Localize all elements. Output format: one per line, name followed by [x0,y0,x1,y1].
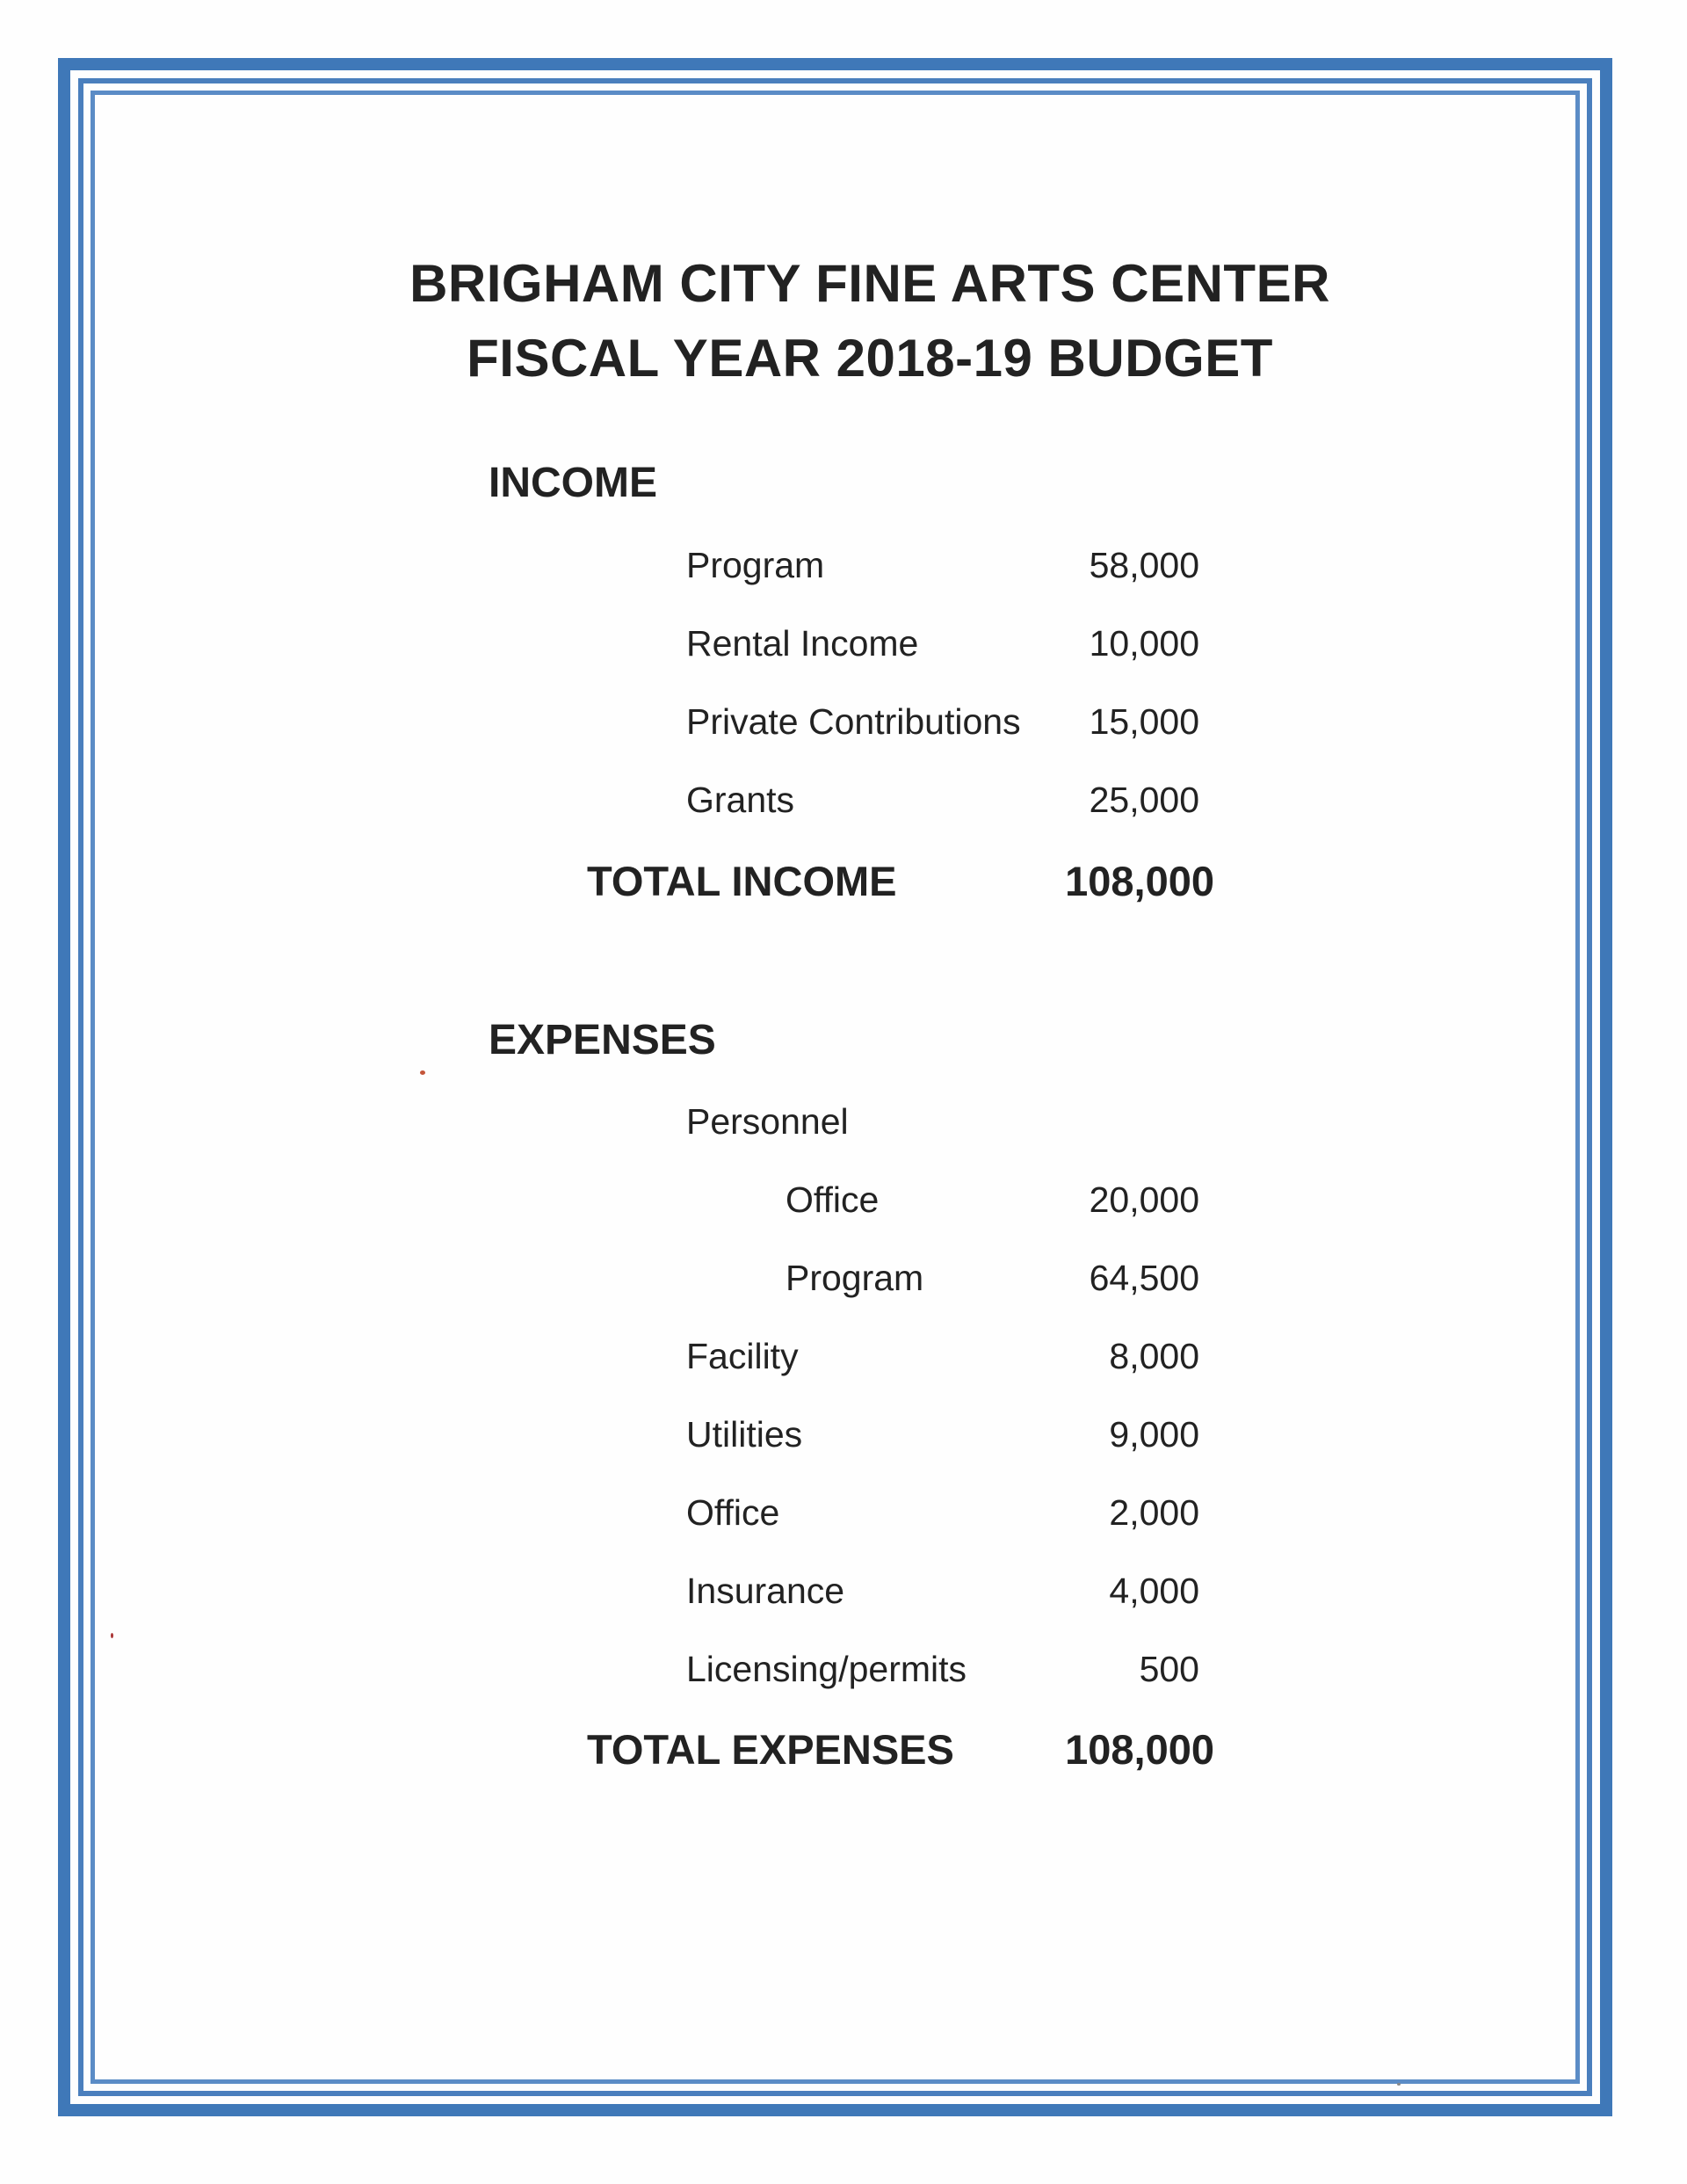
expense-item-value: 2,000 [1109,1492,1199,1533]
expenses-total-row [0,1725,1687,1778]
expense-group-row [0,1101,1687,1154]
income-item-label: Grants [686,780,795,820]
income-item-value: 10,000 [1089,623,1199,664]
income-item-value: 25,000 [1089,780,1199,820]
expenses-total-label: TOTAL EXPENSES [587,1726,954,1773]
expense-item-value: 9,000 [1109,1414,1199,1455]
personnel-row [0,1258,1687,1310]
personnel-item-label: Program [786,1258,924,1298]
income-item-label: Private Contributions [686,701,1021,742]
income-heading: INCOME [489,460,657,506]
scan-speck [1397,2083,1401,2086]
income-total-value: 108,000 [1065,858,1214,904]
personnel-row [0,1179,1687,1232]
expense-row [0,1649,1687,1701]
expense-item-label: Insurance [686,1571,845,1611]
document-title-line2: FISCAL YEAR 2018-19 BUDGET [467,329,1273,388]
expense-item-label: Utilities [686,1414,803,1455]
income-item-value: 15,000 [1089,701,1199,742]
scan-speck [420,1070,425,1075]
income-item-value: 58,000 [1089,545,1199,585]
expense-item-label: Licensing/permits [686,1649,967,1689]
income-total-row [0,857,1687,910]
expense-row [0,1571,1687,1623]
expense-item-value: 4,000 [1109,1571,1199,1611]
personnel-item-value: 64,500 [1089,1258,1199,1298]
scan-speck [111,1633,113,1638]
document-title-line1: BRIGHAM CITY FINE ARTS CENTER [409,254,1330,313]
income-row [0,545,1687,598]
expense-item-value: 500 [1139,1649,1199,1689]
expenses-heading: EXPENSES [489,1017,716,1063]
income-total-label: TOTAL INCOME [587,858,897,904]
income-item-label: Program [686,545,825,585]
personnel-item-label: Office [786,1179,880,1220]
income-row [0,623,1687,676]
expense-row [0,1414,1687,1467]
income-row [0,701,1687,754]
personnel-label: Personnel [686,1101,849,1142]
income-row [0,780,1687,832]
personnel-item-value: 20,000 [1089,1179,1199,1220]
expenses-total-value: 108,000 [1065,1726,1214,1773]
income-item-label: Rental Income [686,623,919,664]
expense-row [0,1336,1687,1389]
expense-item-label: Office [686,1492,780,1533]
expense-item-value: 8,000 [1109,1336,1199,1376]
expense-row [0,1492,1687,1545]
expense-item-label: Facility [686,1336,799,1376]
page-border-inner [91,91,1580,2084]
